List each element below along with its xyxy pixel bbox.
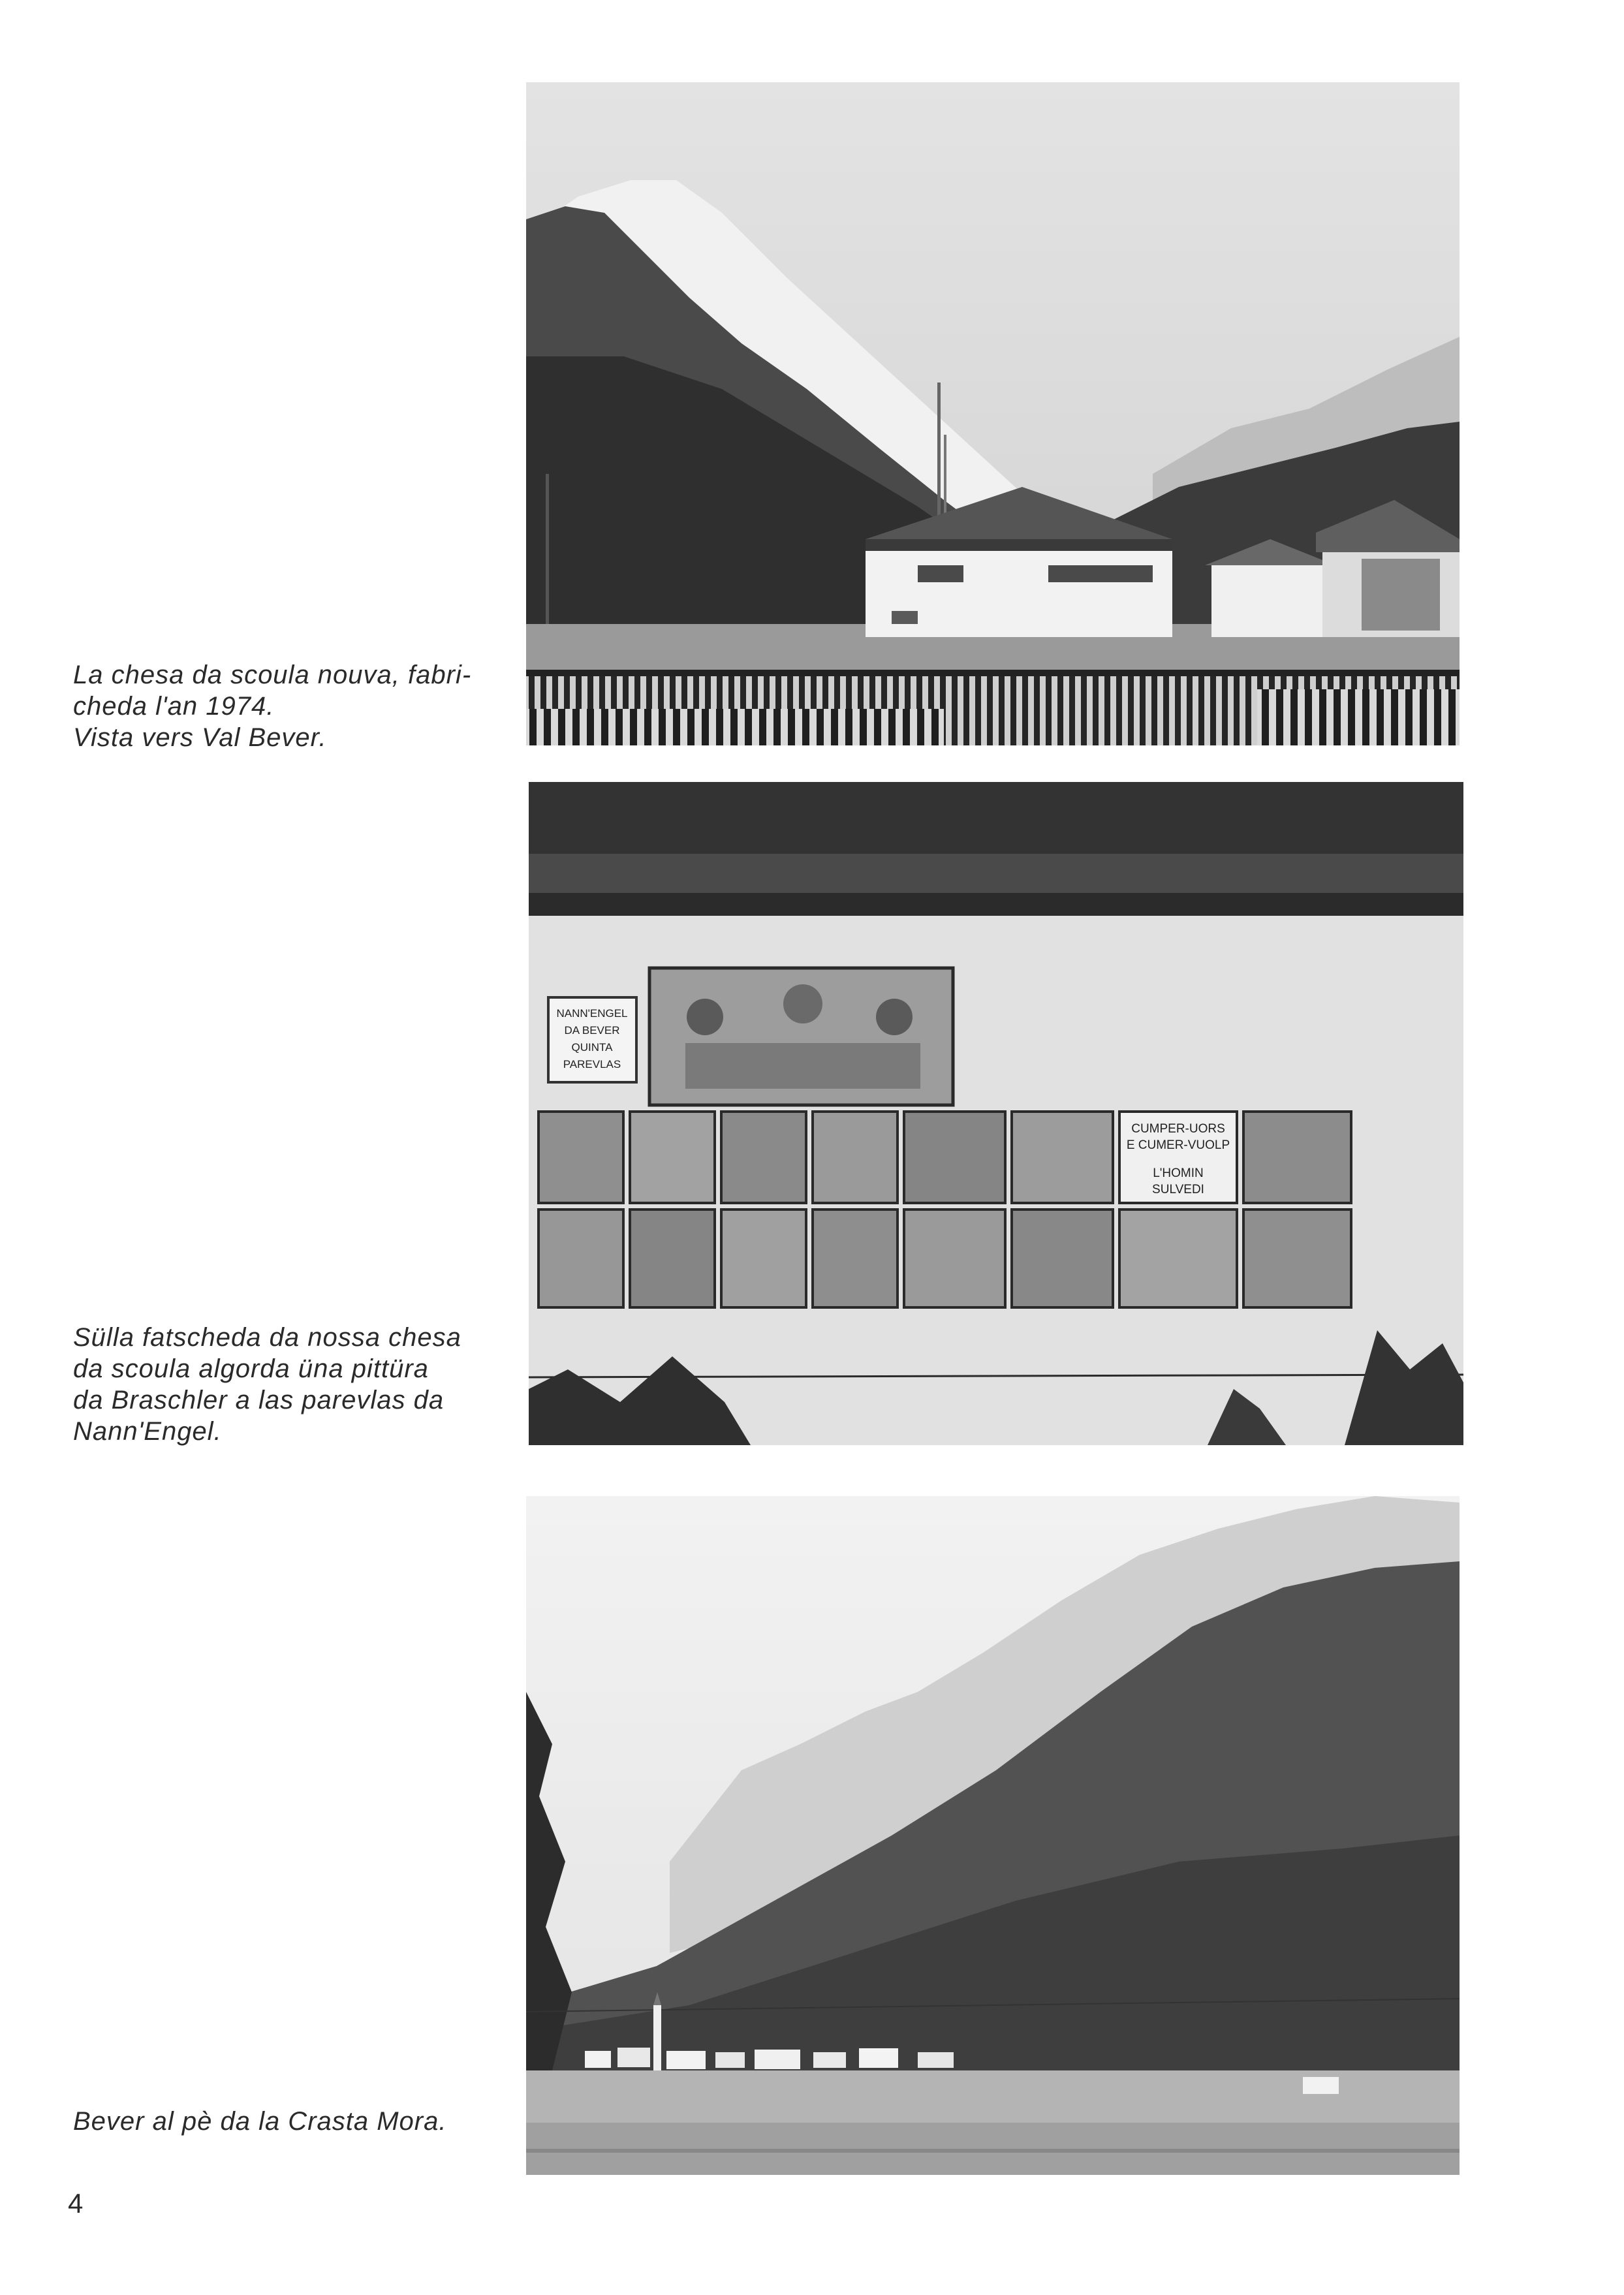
photo-bever-village (526, 1496, 1460, 2175)
mural-title-line-2: DA BEVER (564, 1024, 620, 1037)
mural-story-2-line-2: SULVEDI (1152, 1183, 1204, 1196)
mural-title-line-3: QUINTA (571, 1041, 613, 1054)
mural-photo-graphic (529, 782, 1463, 1445)
village-photo-graphic (526, 1496, 1460, 2175)
mural-title-line-1: NANN'ENGEL (556, 1007, 628, 1020)
photo-mural (529, 782, 1463, 1445)
mural-story-2-line-1: L'HOMIN (1153, 1166, 1204, 1180)
photo-school-building (526, 82, 1460, 745)
caption-bever-village: Bever al pè da la Crasta Mora. (73, 2107, 447, 2136)
mural-story-1-line-2: E CUMER-VUOLP (1126, 1138, 1230, 1152)
caption-mural: Sülla fatscheda da nossa chesa da scoula algorda üna pittüra da Braschler a las parevlas da Nann'Engel. (73, 1323, 461, 1446)
page-number: 4 (68, 2188, 84, 2219)
mural-story-1-line-1: CUMPER-UORS (1131, 1122, 1225, 1136)
school-photo-graphic (526, 82, 1460, 745)
caption-school-building: La chesa da scoula nouva, fabri- cheda l'an 1974. Vista vers Val Bever. (73, 661, 472, 752)
mural-title-line-4: PAREVLAS (563, 1058, 621, 1070)
